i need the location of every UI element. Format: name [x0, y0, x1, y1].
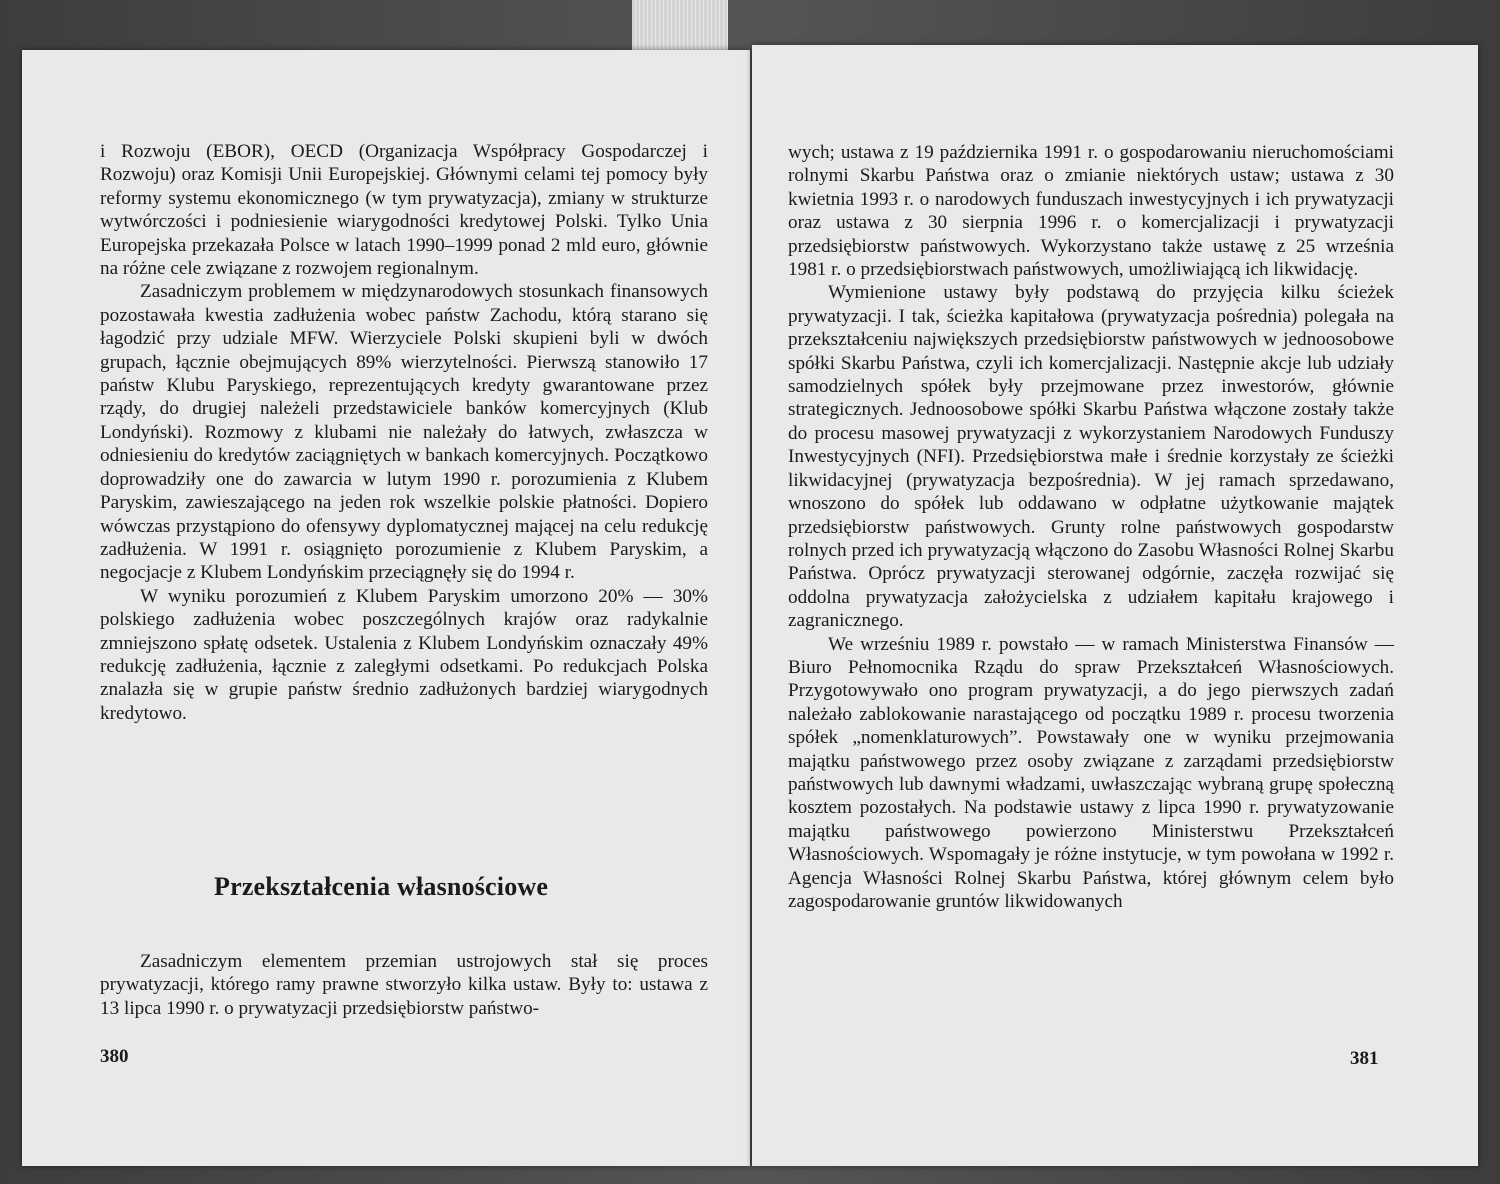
paragraph: Zasadniczym problemem w międzynarodowych stosunkach finansowych pozostawała kwestia zadłużenia wobec państw Zachodu, którą starano się łagodzić przy udziale MFW. Wierzyciele Polski skupieni byli w dwóch grupach, łącznie obejmujących 89% wierzytelności. Pierwszą stanowiło 17 państw Klubu Paryskiego, reprezentujących kredyty gwarantowane przez rządy, do drugiej należeli przedstawiciele banków komercyjnych (Klub Londyński). Rozmowy z klubami nie należały do łatwych, zwłaszcza w odniesieniu do kredytów zaciągniętych w bankach komercyjnych. Początkowo doprowadziły one do zawarcia w lutym 1990 r. porozumienia z Klubem Paryskim, zawieszającego na jeden rok wszelkie polskie płatności. Dopiero wówczas przystąpiono do ofensywy dyplomatycznej mającej na celu redukcję zadłużenia. W 1991 r. osiągnięto porozumienie z Klubem Paryskim, a negocjacje z Klubem Londyńskim przeciągnęły się do 1994 r. [100, 281, 708, 584]
paragraph: wych; ustawa z 19 października 1991 r. o gospodarowaniu nieruchomościami rolnymi Skarbu Państwa oraz o zmianie niektórych ustaw; ustawa z 30 kwietnia 1993 r. o narodowych funduszach inwestycyjnych i ich prywatyzacji oraz ustawa z 30 sierpnia 1996 r. o komercjalizacji i prywatyzacji przedsiębiorstw państwowych. Wykorzystano także ustawę z 25 września 1981 r. o przedsiębiorstwach państwowych, umożliwiającą ich likwidację. [788, 142, 1394, 281]
left-page [22, 50, 750, 1166]
book-edge [632, 0, 728, 50]
page-number-right: 381 [1350, 1048, 1379, 1069]
paragraph: W wyniku porozumień z Klubem Paryskim umorzono 20% — 30% polskiego zadłużenia wobec poszczególnych krajów oraz radykalnie zmniejszono spłatę odsetek. Ustalenia z Klubem Londyńskim oznaczały 49% redukcję zadłużenia, łącznie z zaległymi odsetkami. Po redukcjach Polska znalazła się w grupie państw średnio zadłużonych bardziej wiarygodnych kredytowo. [100, 585, 708, 724]
section-heading: Przekształcenia własnościowe [214, 872, 549, 901]
left-page-body [100, 140, 708, 725]
paragraph: We wrześniu 1989 r. powstało — w ramach Ministerstwa Finansów — Biuro Pełnomocnika Rządu do spraw Przekształceń Własnościowych. Przygotowywało ono program prywatyzacji, a do jego pierwszych zadań należało zablokowanie narastającego od początku 1989 r. procesu tworzenia spółek „nomenklaturowych”. Powstawały one w wyniku przejmowania majątku państwowego przez osoby związane z zarządami przedsiębiorstw państwowych lub dawnymi władzami, uwłaszczając wybraną grupę społeczną kosztem pozostałych. Na podstawie ustawy z lipca 1990 r. prywatyzowanie majątku państwowego powierzono Ministerstwu Przekształceń Własnościowych. Wspomagały je różne instytucje, w tym powołana w 1992 r. Agencja Własności Rolnej Skarbu Państwa, której głównym celem było zagospodarowanie gruntów likwidowanych [788, 633, 1394, 912]
right-page [752, 45, 1478, 1166]
right-page-body [788, 141, 1394, 913]
page-number-left: 380 [100, 1046, 129, 1067]
paragraph: i Rozwoju (EBOR), OECD (Organizacja Współpracy Gospodarczej i Rozwoju) oraz Komisji Unii Europejskiej. Głównymi celami tej pomocy były reformy systemu ekonomicznego (w tym prywatyzacja), zmiany w strukturze wytwórczości i podniesienie wiarygodności kredytowej Polski. Tylko Unia Europejska przekazała Polsce w latach 1990–1999 ponad 2 mld euro, głównie na różne cele związane z rozwojem regionalnym. [100, 141, 708, 280]
paragraph: Zasadniczym elementem przemian ustrojowych stał się proces prywatyzacji, którego ramy prawne stworzyło kilka ustaw. Były to: ustawa z 13 lipca 1990 r. o prywatyzacji przedsiębiorstw państwo- [100, 951, 708, 1019]
left-page-body-after-heading [100, 950, 708, 1020]
paragraph: Wymienione ustawy były podstawą do przyjęcia kilku ścieżek prywatyzacji. I tak, ścieżka kapitałowa (prywatyzacja pośrednia) polegała na przekształceniu największych przedsiębiorstw państwowych w jednoosobowe spółki Skarbu Państwa, czyli ich komercjalizacji. Następnie akcje lub udziały samodzielnych spółek były przejmowane przez inwestorów, głównie strategicznych. Jednoosobowe spółki Skarbu Państwa włączone zostały także do procesu masowej prywatyzacji z wykorzystaniem Narodowych Funduszy Inwestycyjnych (NFI). Przedsiębiorstwa małe i średnie korzystały ze ścieżki likwidacyjnej (prywatyzacja bezpośrednia). W jej ramach sprzedawano, wnoszono do spółek lub oddawano w odpłatne użytkowanie majątek przedsiębiorstw państwowych. Grunty rolne państwowych gospodarstw rolnych przed ich prywatyzacją włączono do Zasobu Własności Rolnej Skarbu Państwa. Oprócz prywatyzacji sterowanej odgórnie, zaczęła rozwijać się oddolna prywatyzacja założycielska z udziałem kapitału krajowego i zagranicznego. [788, 282, 1394, 632]
